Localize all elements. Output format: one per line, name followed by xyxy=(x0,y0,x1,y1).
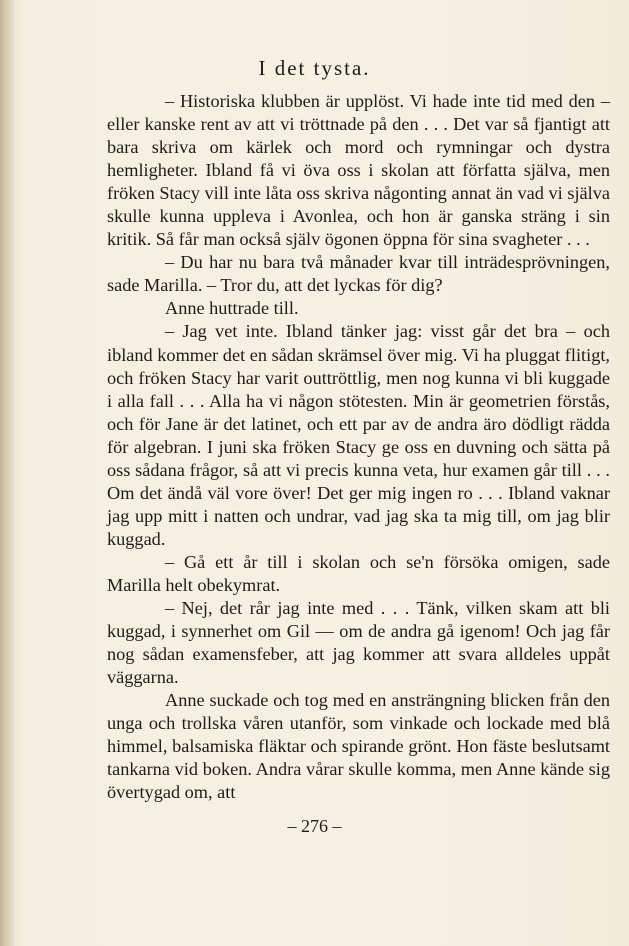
chapter-title: I det tysta. xyxy=(258,56,371,80)
paragraph: – Du har nu bara två månader kvar till inträdesprövningen, sade Marilla. – Tror du, att det lyckas för dig? xyxy=(107,252,610,296)
paragraph: – Nej, det rår jag inte med . . . Tänk, vilken skam att bli kuggad, i synnerhet om Gil — om de andra gå igenom! Och jag får nog sådan examensfeber, att jag kommer att svara alldeles uppåt väggarna. xyxy=(107,598,610,688)
body-text xyxy=(107,90,610,804)
paragraph: – Jag vet inte. Ibland tänker jag: visst går det bra – och ibland kommer det en sådan skrämsel över mig. Vi ha pluggat flitigt, och fröken Stacy har varit outtröttlig, men nog kunna vi bli kuggade i alla fall . . . Alla ha vi någon stötesten. Min är geometrien förstås, och för Jane är det latinet, och ett par av de andra äro dödligt rädda för algebran. I juni ska fröken Stacy ge oss en duvning och sätta på oss sådana frågor, så att vi precis kunna veta, hur examen går till . . . Om det ändå väl vore över! Det ger mig ingen ro . . . Ibland vaknar jag upp mitt i natten och undrar, vad jag ska ta mig till, om jag blir kuggad. xyxy=(107,321,610,549)
page-binding-edge xyxy=(0,0,14,946)
paragraph: – Gå ett år till i skolan och se'n försöka omigen, sade Marilla helt obekymrat. xyxy=(107,551,610,595)
page-number: – 276 – xyxy=(287,816,342,836)
paragraph: – Historiska klubben är upplöst. Vi hade inte tid med den – eller kanske rent av att vi tröttnade på den . . . Det var så fjantigt att bara skriva om kärlek och mord och rymningar och dystra hemligheter. Ibland få vi öva oss i skolan att författa själva, men fröken Stacy vill inte låta oss skriva någonting annat än vad vi själva skulle kunna uppleva i Avonlea, och hon är ganska sträng i sin kritik. Så får man också själv ögonen öppna för sina svagheter . . . xyxy=(107,91,610,250)
paragraph: Anne huttrade till. xyxy=(165,298,299,319)
paragraph: Anne suckade och tog med en ansträngning blicken från den unga och trollska våren utanför, som vinkade och lockade med blå himmel, balsamiska fläktar och spirande grönt. Hon fäste beslutsamt tankarna vid boken. Andra vårar skulle komma, men Anne kände sig övertygad om, att xyxy=(107,690,610,803)
